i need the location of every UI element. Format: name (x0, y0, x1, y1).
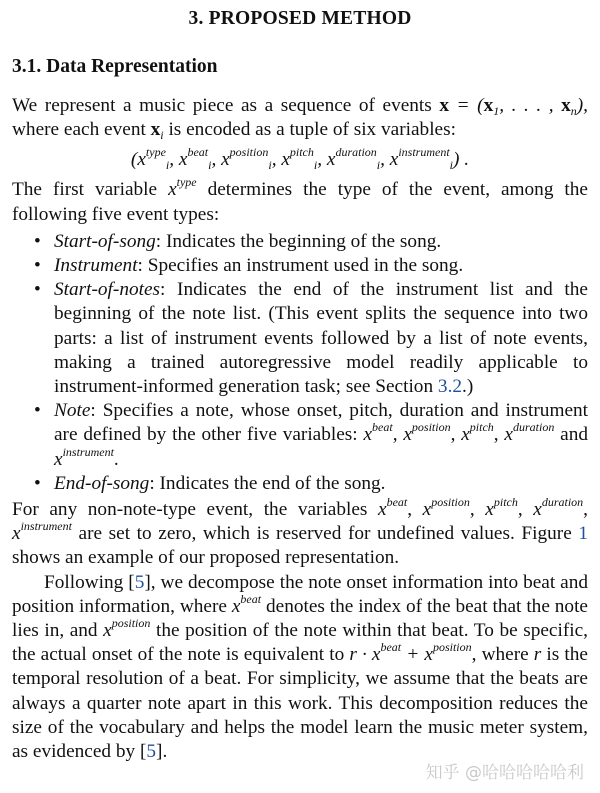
event-symbol: $x_i$ (150, 119, 164, 143)
sequence-equation: $x = (x_1$, . . . , $x_n$), (439, 95, 588, 118)
figure-ref-link[interactable]: 1 (578, 523, 588, 545)
list-item: • End-of-song: Indicates the end of the song. (34, 472, 386, 494)
list-item: • Start-of-notes: Indicates the end of the instrument list and the beginning of the note list. (This event splits the sequence into two parts: a list of instrument events followed by a list of note events, making a trained autoregressive model readily applicable to instrument-informed generation task; see Section 3.2.) (34, 279, 588, 398)
paragraph-3: For any non-note-type event, the variables $x^{beat}$, $x^{position}$, $x^{pitch}$, $x^{duration}$, $x^{instrument}$ are set to zero, which is reserved for undefined values. Figure 1 shows an example of our proposed representation. (12, 495, 588, 569)
list-item: • Note: Specifies a note, whose onset, pitch, duration and instrument are defined by the other five variables: $x^{beat}$, $x^{position}$, $x^{pitch}$, $x^{duration}$ and $x^{instrument}$. (34, 400, 588, 470)
event-type-list (12, 230, 588, 496)
section-ref-link[interactable]: 3.2 (437, 376, 463, 398)
paragraph-4: Following [5], we decompose the note onset information into beat and position information, where $x^{beat}$ denotes the index of the beat that the note lies in, and $x^{position}$ the position of the note within that beat. To be specific, the actual onset of the note is equivalent to $r \cdot x^{beat} + x^{position}$, where r is the temporal resolution of a beat. For simplicity, we assume that the beats are always a quarter note apart in this work. This decomposition reduces the size of the vocabulary and helps the model learn the music meter system, as evidenced by [5]. (12, 571, 588, 763)
tuple-equation: ($x^{type}_i$, $x^{beat}_i$, $x^{position}_i$, $x^{pitch}_i$, $x^{duration}_i$, $x^{instrument}_i$) . (130, 145, 470, 173)
p1-text-2: where each event (12, 119, 151, 141)
body-text (12, 94, 588, 764)
paragraph-2: The first variable $x^{type}$ determines the type of the event, among the following five event types: (12, 175, 588, 225)
subsection-title: 3.1. Data Representation (12, 56, 218, 77)
list-item: • Start-of-song: Indicates the beginning of the song. (34, 230, 442, 252)
p1-text-1: We represent a music piece as a sequence of events (12, 95, 440, 116)
p2-text-2: determines the type of the event, among the following five event types: (12, 179, 588, 225)
list-item: • Instrument: Specifies an instrument used in the song. (34, 255, 464, 277)
section-title: 3. PROPOSED METHOD (188, 8, 412, 29)
citation-link[interactable]: 5 (146, 741, 157, 763)
watermark-text: 知乎 @哈哈哈哈哈利 (425, 763, 584, 783)
p1-text-3: is encoded as a tuple of six variables: (163, 119, 456, 141)
citation-link[interactable]: 5 (134, 571, 145, 593)
paragraph-1 (12, 94, 588, 142)
p2-text-1: The first variable (12, 179, 169, 201)
